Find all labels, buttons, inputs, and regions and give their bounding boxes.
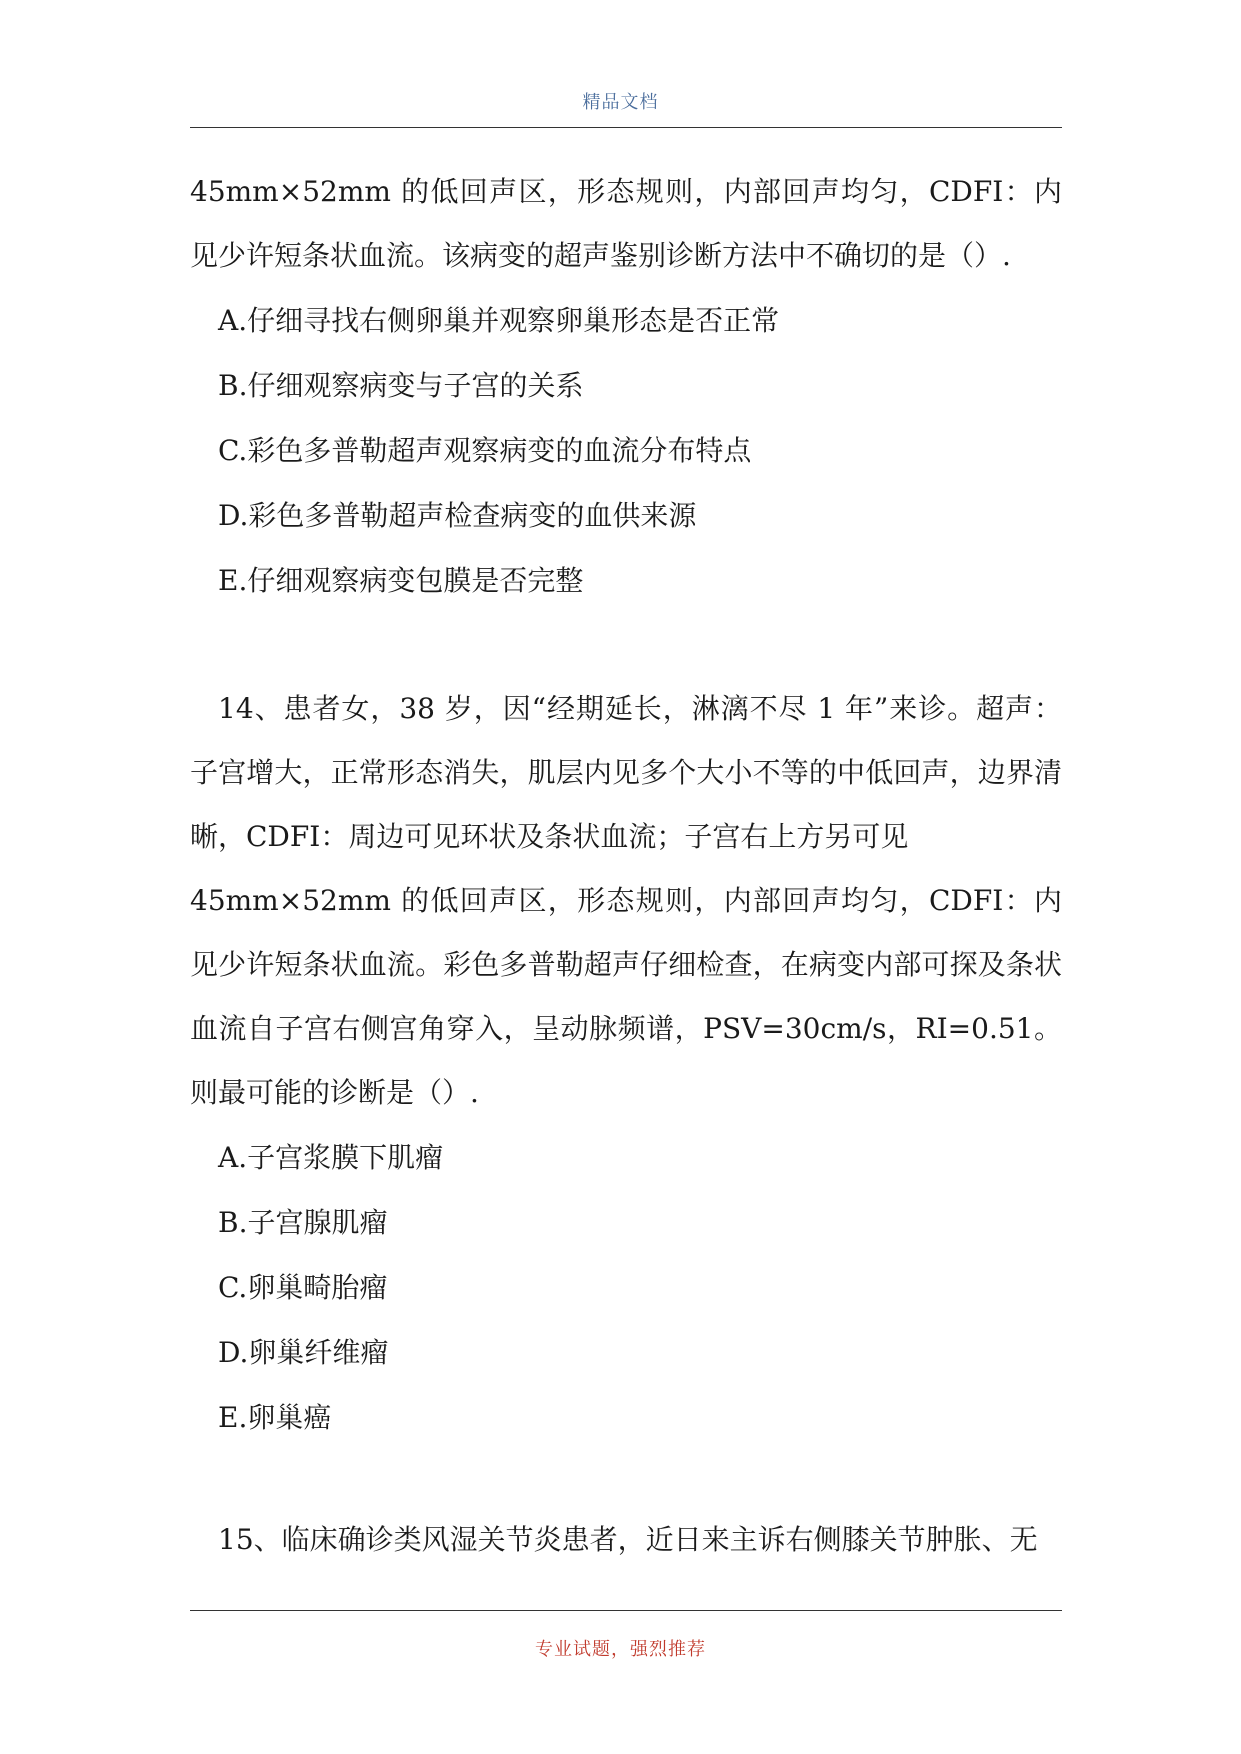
option-e: E.仔细观察病变包膜是否完整	[218, 564, 584, 597]
option-a: A.子宫浆膜下肌瘤	[218, 1141, 444, 1174]
footer-divider	[190, 1610, 1062, 1611]
option-c: C.彩色多普勒超声观察病变的血流分布特点	[218, 434, 752, 467]
question-14-stem-continued: 45mm×52mm 的低回声区，形态规则，内部回声均匀，CDFI：内见少许短条状血流。彩色多普勒超声仔细检查，在病变内部可探及条状血流自子宫右侧宫角穿入，呈动脉频谱，PSV=30cm/s，RI=0.51。则最可能的诊断是（）.	[190, 884, 1062, 1109]
option-a: A.仔细寻找右侧卵巢并观察卵巢形态是否正常	[218, 304, 780, 337]
header-divider	[190, 127, 1062, 128]
question-13-stem-tail: 45mm×52mm 的低回声区，形态规则，内部回声均匀，CDFI：内见少许短条状血流。该病变的超声鉴别诊断方法中不确切的是（）.	[190, 175, 1062, 272]
option-d: D.彩色多普勒超声检查病变的血供来源	[218, 499, 697, 532]
option-c: C.卵巢畸胎瘤	[218, 1271, 388, 1304]
question-14-options	[190, 1125, 1062, 1450]
option-b: B.仔细观察病变与子宫的关系	[218, 369, 584, 402]
option-b: B.子宫腺肌瘤	[218, 1206, 388, 1239]
option-e: E.卵巢癌	[218, 1401, 332, 1434]
question-13-options	[190, 288, 1062, 613]
document-body	[190, 160, 1062, 1572]
page-footer-text: 专业试题，强烈推荐	[535, 1639, 706, 1660]
question-14-stem: 14、患者女，38 岁，因“经期延长，淋漓不尽 1 年”来诊。超声：子宫增大，正常形态消失，肌层内见多个大小不等的中低回声，边界清晰，CDFI：周边可见环状及条状血流；子宫右上方另可见	[190, 692, 1062, 853]
option-d: D.卵巢纤维瘤	[218, 1336, 389, 1369]
question-15-stem: 15、临床确诊类风湿关节炎患者，近日来主诉右侧膝关节肿胀、无	[218, 1523, 1038, 1556]
spacer	[190, 1450, 1062, 1508]
spacer	[190, 613, 1062, 677]
page-header-title: 精品文档	[582, 92, 659, 113]
